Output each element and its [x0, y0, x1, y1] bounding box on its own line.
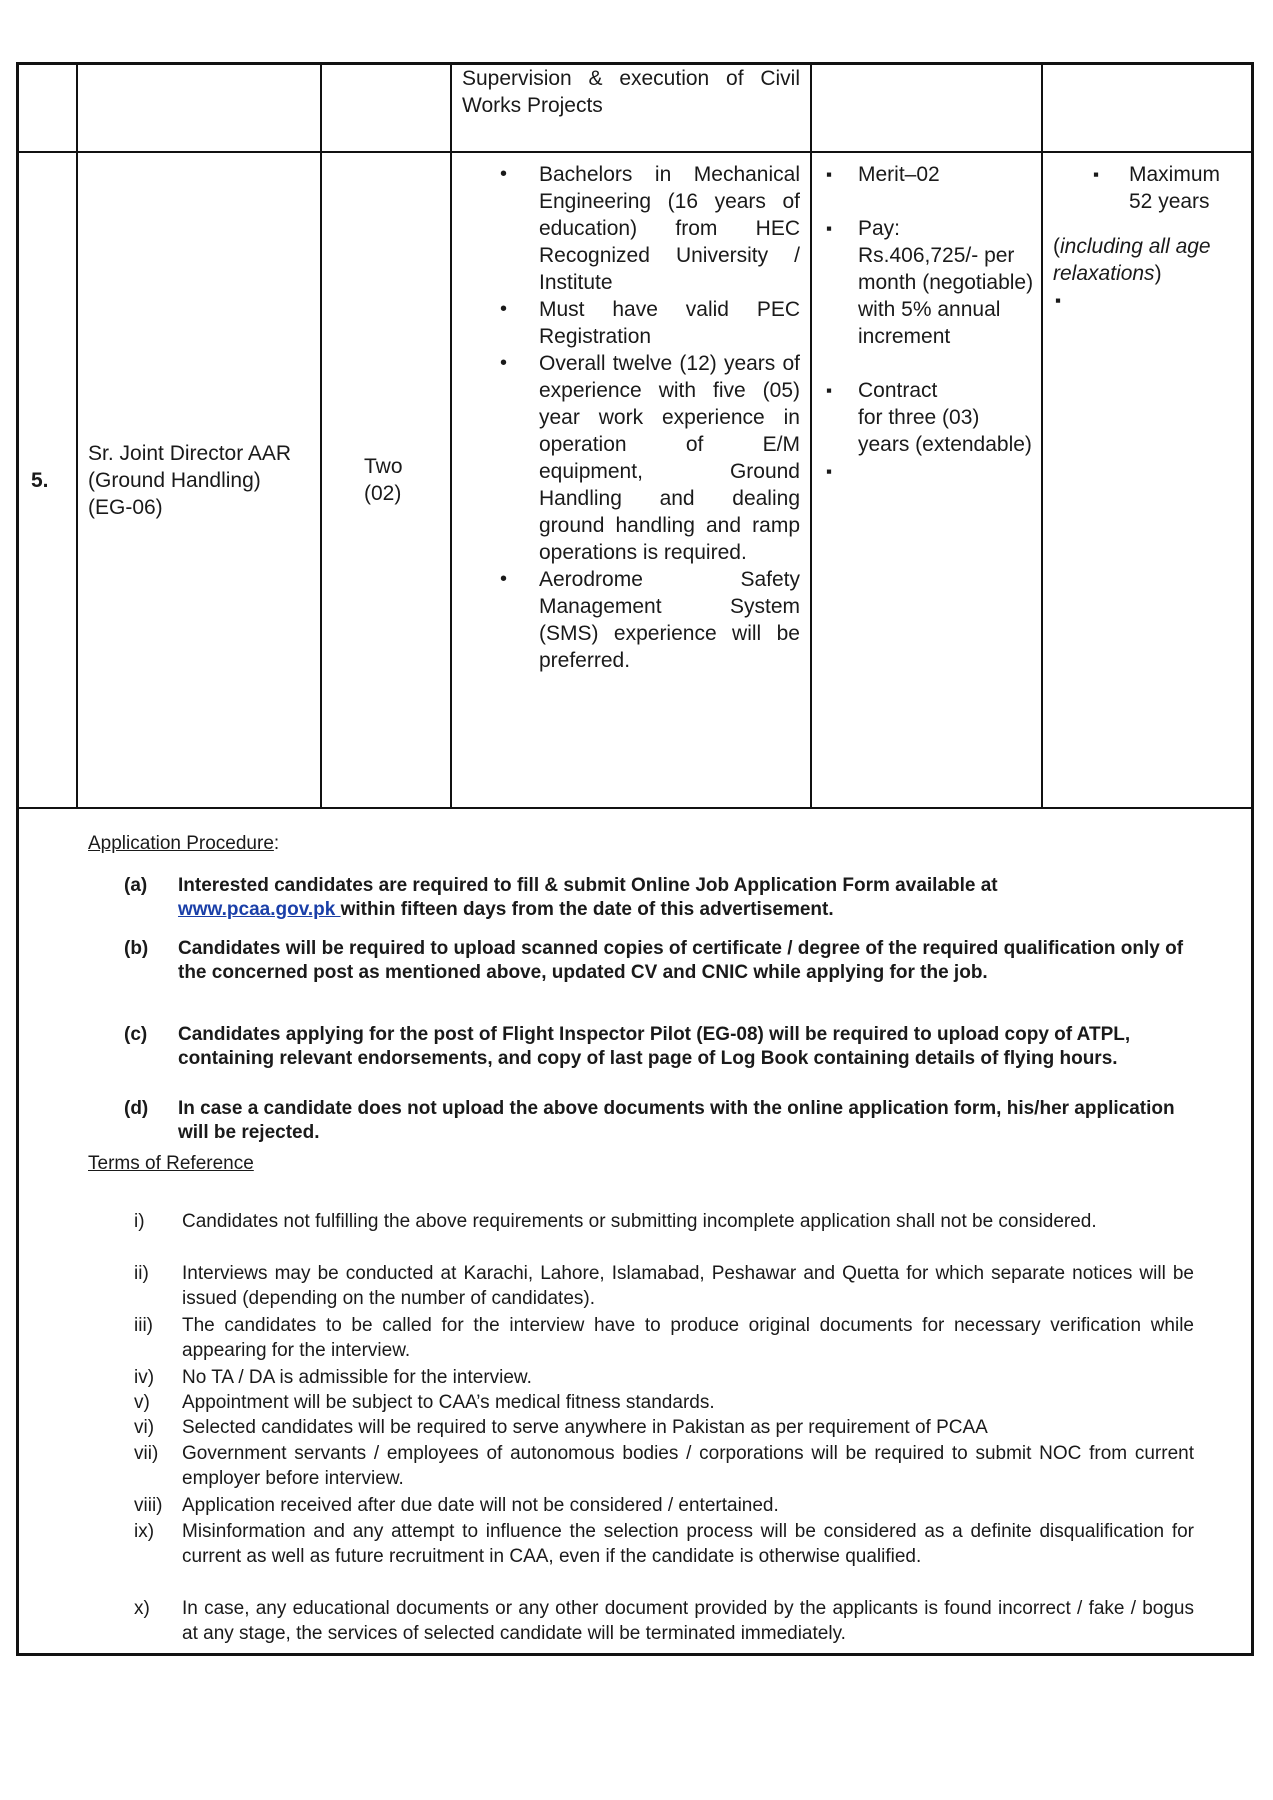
procedure-text: Interested candidates are required to fill & submit Online Job Application Form available at: [178, 875, 998, 896]
cell-sno: [19, 152, 77, 808]
age-note-open: (: [1053, 235, 1060, 258]
advertisement-page: [16, 62, 1254, 1656]
tor-text: Interviews may be conducted at Karachi, Lahore, Islamabad, Peshawar and Quetta for which separate notices will be issued (depending on the number of candidates).: [182, 1263, 1194, 1309]
serial-number: 5.: [31, 468, 49, 492]
tor-text: Government servants / employees of autonomous bodies / corporations will be required to submit NOC from current employer before interview.: [182, 1443, 1194, 1489]
tor-item: [134, 1493, 1194, 1518]
requirement-item: • Must have valid PEC Registration: [452, 296, 800, 350]
pay-text: Rs.406,725/- per month (negotiable) with 5% annual increment: [858, 244, 1034, 348]
pay-label: [824, 215, 1035, 242]
tor-item: [134, 1415, 1194, 1440]
tor-item: [134, 1441, 1194, 1491]
application-procedure-heading-text: Application Procedure: [88, 833, 274, 854]
tor-item: [134, 1365, 1194, 1390]
cell-count: [321, 152, 451, 808]
empty-bullet: [1053, 287, 1243, 314]
tor-text: Appointment will be subject to CAA’s medical fitness standards.: [182, 1392, 715, 1413]
table-row-5: [19, 152, 1251, 808]
age-note-close: ): [1154, 262, 1162, 285]
cell-post-prev: [77, 65, 321, 152]
procedure-item-b: [124, 937, 1194, 985]
age-note: [1053, 233, 1243, 287]
procedure-text: Candidates will be required to upload scanned copies of certificate / degree of the required qualification only of the concerned post as mentioned above, updated CV and CNIC while applying for the job.: [178, 938, 1184, 983]
procedure-item-c: [124, 1023, 1194, 1071]
cell-terms: [811, 152, 1042, 808]
tor-text: Candidates not fulfilling the above requirements or submitting incomplete application shall not be considered.: [182, 1211, 1097, 1232]
tor-item: [134, 1390, 1194, 1415]
procedure-item-d: [124, 1097, 1194, 1145]
requirement-item: • Overall twelve (12) years of experience with five (05) year work experience in operation of E/M equipment, Ground Handling and dealing ground handling and ramp operations is required.: [452, 350, 800, 566]
tor-label: iii): [134, 1315, 153, 1336]
procedure-text: In case a candidate does not upload the above documents with the online application form, his/her application will be rejected.: [178, 1098, 1175, 1143]
procedure-label: (c): [124, 1024, 148, 1045]
procedure-label: (d): [124, 1098, 149, 1119]
heading-colon: :: [273, 833, 280, 854]
empty-bullet: [824, 458, 1035, 485]
requirements-list: [452, 161, 800, 674]
tor-text: Selected candidates will be required to serve anywhere in Pakistan as per requirement of PCAA: [182, 1417, 988, 1438]
terms-of-reference-heading: Terms of Reference: [88, 1153, 254, 1174]
cell-count-prev: [321, 65, 451, 152]
tor-label: viii): [134, 1495, 163, 1516]
tor-item: [134, 1519, 1194, 1569]
tor-label: vi): [134, 1417, 155, 1438]
pcaa-website-link[interactable]: www.pcaa.gov.pk: [178, 899, 341, 920]
tor-text: Application received after due date will not be considered / entertained.: [182, 1495, 779, 1516]
tor-label: iv): [134, 1367, 155, 1388]
cell-requirements: [451, 152, 811, 808]
requirement-item: • Bachelors in Mechanical Engineering (16 years of education) from HEC Recognized University / Institute: [452, 161, 800, 296]
tor-text: Misinformation and any attempt to influence the selection process will be considered as a definite disqualification for current as well as future recruitment in CAA, even if the candidate is otherwise qualified.: [182, 1521, 1194, 1567]
cell-age-prev: [1042, 65, 1251, 152]
contract-text: for three (03) years (extendable): [858, 406, 1032, 456]
merit-line: ▪ Merit–02: [824, 161, 1035, 188]
tor-label: vii): [134, 1443, 159, 1464]
tor-label: ix): [134, 1521, 155, 1542]
requirement-item: • Aerodrome Safety Management System (SMS) experience will be preferred.: [452, 566, 800, 674]
cell-post: [77, 152, 321, 808]
age-line2: 52 years: [1129, 190, 1210, 213]
procedure-text: Candidates applying for the post of Flight Inspector Pilot (EG-08) will be required to upload copy of ATPL, containing relevant endorsements, and copy of last page of Log Book containing details of flying hours.: [178, 1024, 1131, 1069]
tor-item: [134, 1261, 1194, 1311]
procedure-label: (a): [124, 875, 148, 896]
post-count: Two (02): [364, 455, 403, 505]
pay-label-text: Pay:: [858, 217, 901, 240]
tor-item: [134, 1313, 1194, 1363]
prev-description: Supervision & execution of Civil Works Projects: [462, 67, 800, 117]
tor-label: v): [134, 1392, 150, 1413]
cell-terms-prev: [811, 65, 1042, 152]
cell-age: [1042, 152, 1251, 808]
age-note-italic: including all age relaxations: [1053, 235, 1211, 285]
cell-description-prev: [451, 65, 811, 152]
tor-text: In case, any educational documents or any other document provided by the applicants is found incorrect / fake / bogus at any stage, the services of selected candidate will be terminated immediately.: [182, 1598, 1194, 1644]
tor-item: [134, 1596, 1194, 1646]
age-max-text: Maximum: [1129, 163, 1221, 186]
tor-text: No TA / DA is admissible for the interview.: [182, 1367, 532, 1388]
tor-label: ii): [134, 1263, 149, 1284]
posts-table: [19, 65, 1251, 809]
age-line1: [1053, 161, 1243, 188]
table-row-prev: [19, 65, 1251, 152]
application-procedure-heading: [88, 833, 279, 855]
contract-label-text: Contract: [858, 379, 938, 402]
tor-label: i): [134, 1211, 145, 1232]
cell-sno-prev: [19, 65, 77, 152]
procedure-text: within fifteen days from the date of this advertisement.: [340, 899, 834, 920]
post-title: Sr. Joint Director AAR (Ground Handling) (EG-06): [88, 441, 292, 519]
procedure-label: (b): [124, 938, 149, 959]
procedure-item-a: [124, 874, 1194, 922]
contract-label: [824, 377, 1035, 404]
square-bullet-icon: ▪: [1093, 165, 1100, 184]
tor-text: The candidates to be called for the interview have to produce original documents for necessary verification while appearing for the interview.: [182, 1315, 1194, 1361]
tor-label: x): [134, 1598, 150, 1619]
tor-item: [134, 1209, 1194, 1234]
